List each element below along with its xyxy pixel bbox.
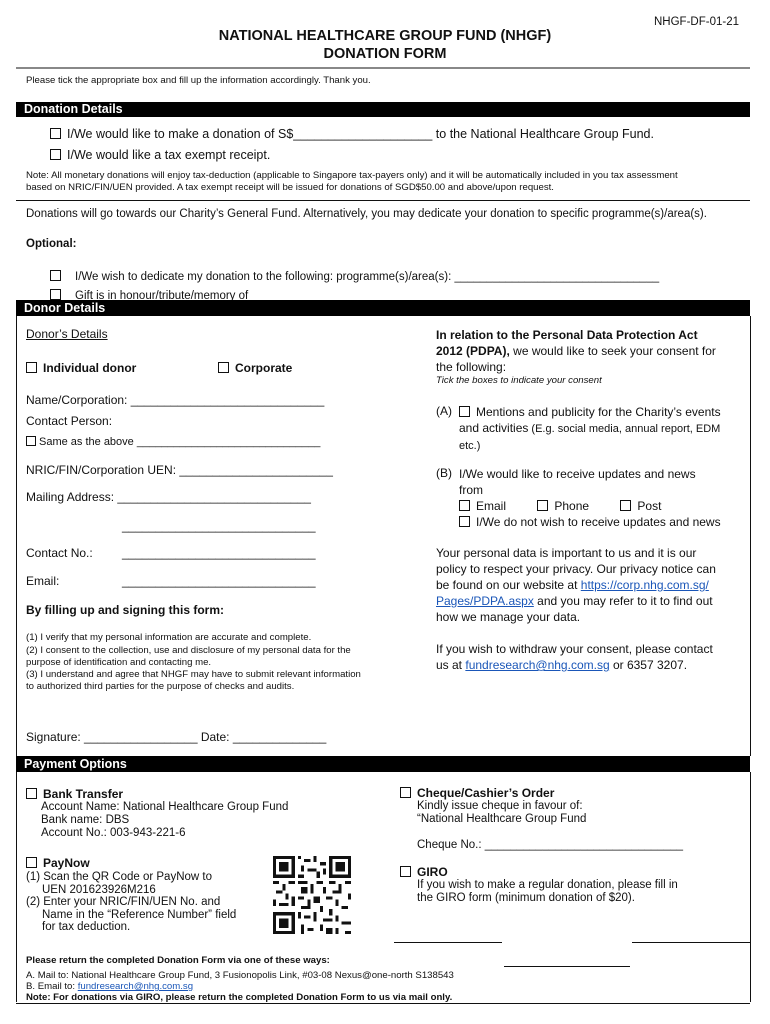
- consent-b: [459, 466, 749, 530]
- pdpa-heading-bold2: 2012 (PDPA),: [436, 344, 510, 358]
- consent-email-label: Email: [476, 499, 507, 513]
- consent-email-option[interactable]: [459, 499, 506, 513]
- payment-options-heading: Payment Options: [16, 756, 750, 772]
- signature-line-mid: [504, 966, 630, 967]
- consent-none-label: I/We do not wish to receive updates and news: [476, 515, 721, 529]
- checkbox[interactable]: [400, 787, 411, 798]
- declaration-3a: (3) I understand and agree that NHGF may have to submit relevant information: [26, 669, 361, 680]
- privacy-line1: Your personal data is important to us and it is our: [436, 546, 697, 560]
- return-note: Note: For donations via GIRO, please return the completed Donation Form to us via mail only.: [26, 992, 453, 1003]
- checkbox[interactable]: [50, 270, 61, 281]
- consent-b-label: (B): [436, 466, 452, 480]
- email-label: Email:: [26, 574, 60, 588]
- signing-heading: By filling up and signing this form:: [26, 603, 224, 617]
- pdpa-heading-line3: the following:: [436, 360, 507, 374]
- withdraw-line2: us at: [436, 658, 466, 672]
- signature-date-field[interactable]: Signature: _________________ Date: ______________: [26, 730, 327, 744]
- title-divider: [16, 67, 750, 69]
- giro-line2: the GIRO form (minimum donation of $20).: [417, 892, 635, 904]
- privacy-link-cont[interactable]: Pages/PDPA.aspx: [436, 594, 534, 608]
- checkbox[interactable]: [26, 436, 36, 446]
- consent-a-label: (A): [436, 404, 452, 418]
- donation-amount-label: I/We would like to make a donation of S$____________________ to the National Healthcare Group Fund.: [67, 127, 654, 141]
- corporate-option[interactable]: [218, 361, 292, 375]
- general-fund-text: Donations will go towards our Charity’s General Fund. Alternatively, you may dedicate your donation to specific programme(s)/area(s).: [26, 208, 707, 220]
- paynow-step1: (1) Scan the QR Code or PayNow to: [26, 871, 212, 883]
- return-email-link[interactable]: fundresearch@nhg.com.sg: [77, 981, 194, 992]
- instruction-text: Please tick the appropriate box and fill up the information accordingly. Thank you.: [26, 75, 371, 86]
- paynow-step2c: for tax deduction.: [42, 921, 131, 934]
- checkbox[interactable]: [26, 362, 37, 373]
- bank-details: [41, 801, 288, 840]
- nric-field[interactable]: NRIC/FIN/Corporation UEN: _______________________: [26, 463, 333, 477]
- consent-none-option[interactable]: [459, 515, 721, 529]
- optional-label: Optional:: [26, 238, 77, 250]
- consent-phone-label: Phone: [554, 499, 590, 513]
- checkbox[interactable]: [459, 500, 470, 511]
- donation-details-heading: Donation Details: [16, 102, 750, 117]
- privacy-link[interactable]: https://corp.nhg.com.sg/: [580, 578, 709, 592]
- donor-details-heading: Donor Details: [16, 300, 750, 316]
- pdpa-heading-rest: we would like to seek your consent for: [509, 344, 716, 358]
- checkbox[interactable]: [26, 788, 37, 799]
- email-field[interactable]: _____________________________: [122, 574, 316, 588]
- return-mail: A. Mail to: National Healthcare Group Fund, 3 Fusionopolis Link, #03-08 Nexus@one-north S138543: [26, 970, 454, 981]
- page-title-line2: DONATION FORM: [323, 46, 447, 62]
- checkbox[interactable]: [459, 516, 470, 527]
- checkbox[interactable]: [50, 289, 61, 300]
- giro-option[interactable]: [400, 865, 448, 879]
- paynow-option[interactable]: [26, 856, 90, 870]
- privacy-paragraph: [436, 545, 746, 625]
- name-corporation-field[interactable]: Name/Corporation: _____________________________: [26, 393, 325, 407]
- paynow-step2b: Name in the “Reference Number” field: [42, 908, 237, 921]
- giro-details: [417, 879, 678, 905]
- individual-donor-label: Individual donor: [43, 361, 137, 375]
- cheque-option[interactable]: [400, 786, 554, 800]
- cheque-line1: Kindly issue cheque in favour of:: [417, 800, 583, 812]
- consent-phone-option[interactable]: [537, 499, 589, 513]
- gift-option[interactable]: [50, 289, 456, 300]
- corporate-label: Corporate: [235, 361, 293, 375]
- same-as-label: Same as the above ______________________________: [39, 436, 321, 448]
- form-code: NHGF-DF-01-21: [654, 16, 739, 28]
- cheque-no-field[interactable]: Cheque No.: _______________________________: [417, 839, 684, 851]
- paynow-instructions: [26, 871, 236, 934]
- consent-post-option[interactable]: [620, 499, 661, 513]
- border-left: [16, 316, 17, 756]
- return-email: [26, 981, 193, 992]
- consent-a-text3: etc.): [459, 440, 481, 452]
- checkbox[interactable]: [218, 362, 229, 373]
- paynow-uen: UEN 201623926M216: [42, 883, 156, 896]
- consent-a-text2: and activities: [459, 421, 529, 435]
- giro-line1: If you wish to make a regular donation, please fill in: [417, 879, 678, 891]
- cheque-label: Cheque/Cashier’s Order: [417, 786, 555, 800]
- bank-account-name: Account Name: National Healthcare Group Fund: [41, 801, 289, 813]
- page-title-line1: NATIONAL HEALTHCARE GROUP FUND (NHGF): [218, 28, 552, 44]
- bank-transfer-option[interactable]: [26, 787, 123, 801]
- donation-amount-option[interactable]: [50, 127, 654, 141]
- consent-a-text2-small: (E.g. social media, annual report, EDM: [528, 423, 721, 435]
- donor-subheading: Donor’s Details: [26, 327, 108, 341]
- checkbox[interactable]: [537, 500, 548, 511]
- pdpa-heading: [436, 327, 741, 375]
- giro-label: GIRO: [417, 865, 448, 879]
- tax-receipt-label: I/We would like a tax exempt receipt.: [67, 148, 271, 162]
- checkbox[interactable]: [50, 149, 61, 160]
- cheque-line2: “National Healthcare Group Fund: [417, 813, 587, 825]
- consent-post-label: Post: [637, 499, 662, 513]
- signature-line-left: [394, 942, 502, 943]
- border-right: [750, 772, 751, 1002]
- contact-no-field[interactable]: _____________________________: [122, 546, 316, 560]
- contact-no-label: Contact No.:: [26, 546, 93, 560]
- mailing-address-line2[interactable]: _____________________________: [122, 519, 316, 533]
- privacy-line2: policy to respect your privacy. Our privacy notice can: [436, 562, 716, 576]
- checkbox[interactable]: [400, 866, 411, 877]
- consent-a[interactable]: [459, 404, 749, 454]
- bank-account-no: Account No.: 003-943-221-6: [41, 827, 186, 839]
- divider: [16, 200, 750, 201]
- withdraw-paragraph: [436, 641, 746, 673]
- bottom-border: [16, 1003, 750, 1004]
- paynow-step2: (2) Enter your NRIC/FIN/UEN No. and: [26, 896, 221, 909]
- cheque-details: [417, 800, 586, 826]
- paynow-label: PayNow: [43, 856, 90, 870]
- paynow-qr-code-icon[interactable]: [272, 856, 352, 934]
- declaration-2a: (2) I consent to the collection, use and disclosure of my personal data for the: [26, 645, 351, 656]
- checkbox[interactable]: [50, 128, 61, 139]
- border-left: [16, 772, 17, 1002]
- dedicate-label: I/We wish to dedicate my donation to the following: programme(s)/area(s): ________________________________: [75, 271, 660, 283]
- tax-note-line1: Note: All monetary donations will enjoy tax-deduction (applicable to Singapore tax-payers only) and it will be automatically included in you tax assessment: [26, 170, 678, 181]
- consent-b-text2: from: [459, 483, 483, 497]
- signature-line-right: [632, 942, 750, 943]
- consent-b-text1: I/We would like to receive updates and news: [459, 467, 696, 481]
- pdpa-heading-bold1: In relation to the Personal Data Protection Act: [436, 328, 698, 342]
- individual-donor-option[interactable]: [26, 361, 136, 375]
- declaration-1: (1) I verify that my personal information are accurate and complete.: [26, 632, 312, 643]
- tax-receipt-option[interactable]: [50, 148, 270, 162]
- withdraw-email-link[interactable]: fundresearch@nhg.com.sg: [465, 658, 610, 672]
- declaration-3b: to authorized third parties for the purpose of checks and audits.: [26, 681, 295, 692]
- privacy-line3: be found on our website at: [436, 578, 581, 592]
- return-heading: Please return the completed Donation Form via one of these ways:: [26, 955, 330, 966]
- mailing-address-field[interactable]: Mailing Address: _____________________________: [26, 490, 311, 504]
- checkbox[interactable]: [459, 406, 470, 417]
- consent-a-text1: Mentions and publicity for the Charity’s events: [476, 405, 721, 419]
- bank-transfer-label: Bank Transfer: [43, 787, 124, 801]
- declaration-2b: purpose of identification and contacting me.: [26, 657, 212, 668]
- border-right: [750, 316, 751, 756]
- checkbox[interactable]: [620, 500, 631, 511]
- tax-note-line2: based on NRIC/FIN/UEN provided. A tax exempt receipt will be issued for donations of SGD$50.00 and above/upon request.: [26, 182, 554, 193]
- privacy-line5: how we manage your data.: [436, 610, 581, 624]
- dedicate-option[interactable]: [50, 270, 659, 283]
- withdraw-line1: If you wish to withdraw your consent, please contact: [436, 642, 713, 656]
- return-email-label: B. Email to:: [26, 981, 78, 992]
- withdraw-line3: or 6357 3207.: [609, 658, 688, 672]
- tick-note: Tick the boxes to indicate your consent: [436, 375, 602, 386]
- gift-label: Gift is in honour/tribute/memory of ________________________________: [75, 290, 457, 300]
- checkbox[interactable]: [26, 857, 37, 868]
- bank-name: Bank name: DBS: [41, 814, 130, 826]
- privacy-line4: and you may refer to it to find out: [533, 594, 713, 608]
- contact-person-label: Contact Person:: [26, 414, 113, 428]
- same-as-option[interactable]: [26, 436, 320, 448]
